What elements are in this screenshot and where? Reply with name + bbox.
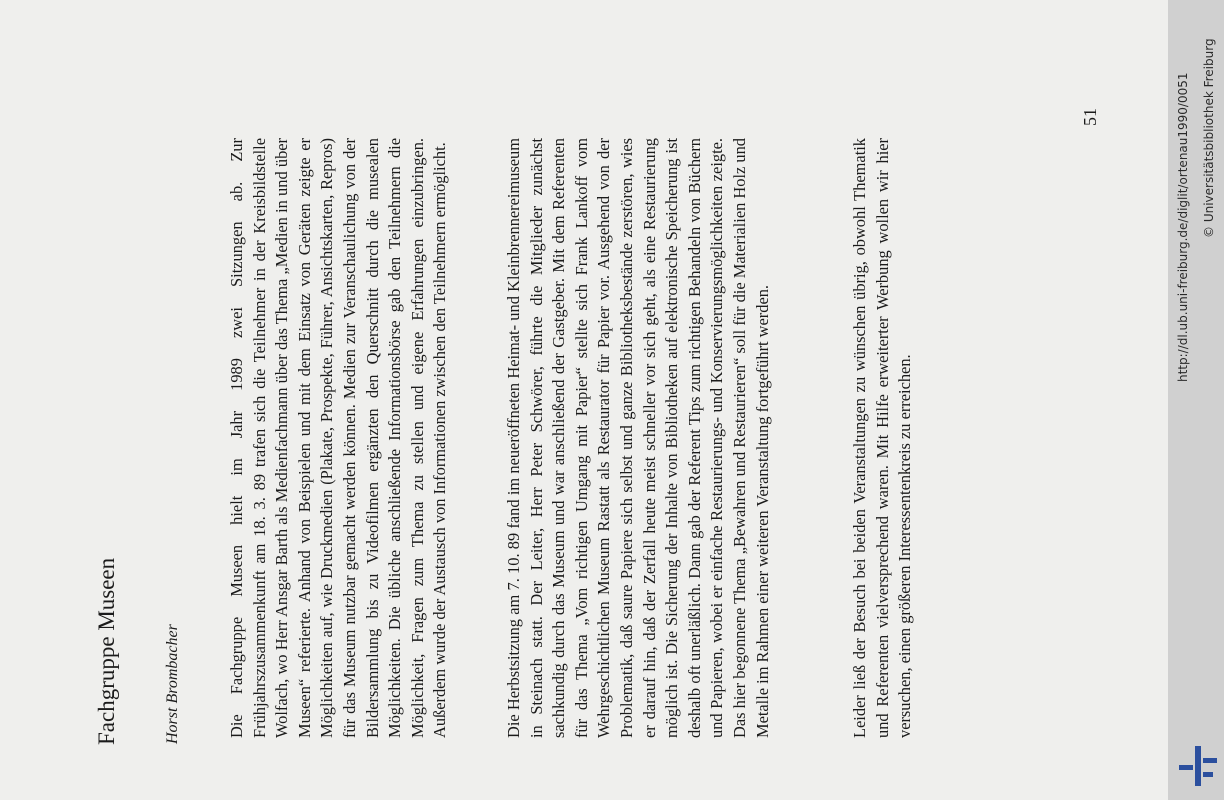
paragraph-1: Die Fachgruppe Museen hielt im Jahr 1989 zwei Sitzungen ab. Zur Frühjahrszusammenkunft am 18. 3. 89 trafen sich die Teilnehmer in der Kreisbildstelle Wolfach, wo Herr Ansgar Barth als Medienfachmann über das Thema „Medien in und über Museen“ referierte. Anhand von Beispielen und mit dem Einsatz von Geräten zeigte er Möglichkeiten auf, wie Druckmedien (Plakate, Prospekte, Führer, Ansichtskarten, Repros) für das Museum nutzbar gemacht werden können. Medien zur Veranschaulichung von der Bildersammlung bis zu Videofilmen ergänzten den Querschnitt durch die musealen Möglichkeiten. Die übliche anschließende Informationsbörse gab den Teilnehmern die Möglichkeit, Fragen zum Thema zu stellen und eigene Erfahrungen einzubringen. Außerdem wurde der Austausch von Informationen zwischen den Teilnehmern ermöglicht. <box>227 138 450 738</box>
article-heading: Fachgruppe Museen <box>94 557 119 745</box>
logo-bar-accent <box>1203 772 1213 777</box>
author-name: Horst Brombacher <box>164 624 181 744</box>
logo-bar-left <box>1179 765 1193 770</box>
logo-bar-right <box>1203 758 1217 763</box>
page-number: 51 <box>1080 108 1100 126</box>
copyright-notice: © Universitätsbibliothek Freiburg <box>1202 38 1216 238</box>
source-url-link[interactable]: http://dl.ub.uni-freiburg.de/diglit/ortenau1990/0051 <box>1176 72 1190 382</box>
ub-freiburg-logo-icon <box>1176 744 1220 788</box>
paragraph-2: Die Herbstsitzung am 7. 10. 89 fand im neueröffneten Heimat- und Kleinbrennereimuseum in Steinach statt. Der Leiter, Herr Peter Schwörer, führte die Mitglieder zunächst sachkundig durch das Museum und war anschließend der Gastgeber. Mit dem Referenten für das Thema „Vom richtigen Umgang mit Papier“ stellte sich Frank Lankoff vom Wehrgeschichtlichen Museum Rastatt als Restaurator für Papier vor. Ausgehend von der Problematik, daß saure Papiere sich selbst und ganze Bibliotheksbestände zerstören, wies er darauf hin, daß der Zerfall heute meist schneller vor sich geht, als eine Restaurierung möglich ist. Die Sicherung der Inhalte von Bibliotheken auf elektronische Speicherung ist deshalb oft unerläßlich. Dann gab der Referent Tips zum richtigen Behandeln von Büchern und Papieren, wobei er einfache Restaurierungs- und Konservierungsmöglichkeiten zeigte. Das hier begonnene Thema „Bewahren und Restaurieren“ soll für die Materialien Holz und Metalle im Rahmen einer weiteren Veranstaltung fortgeführt werden. <box>504 138 772 738</box>
logo-bar-vertical <box>1195 746 1201 786</box>
paragraph-3: Leider ließ der Besuch bei beiden Veranstaltungen zu wünschen übrig, obwohl Thematik und Referenten vielversprechend waren. Mit Hilfe erweiterter Werbung wollen wir hier versuchen, einen größeren Interessentenkreis zu erreichen. <box>850 138 915 738</box>
